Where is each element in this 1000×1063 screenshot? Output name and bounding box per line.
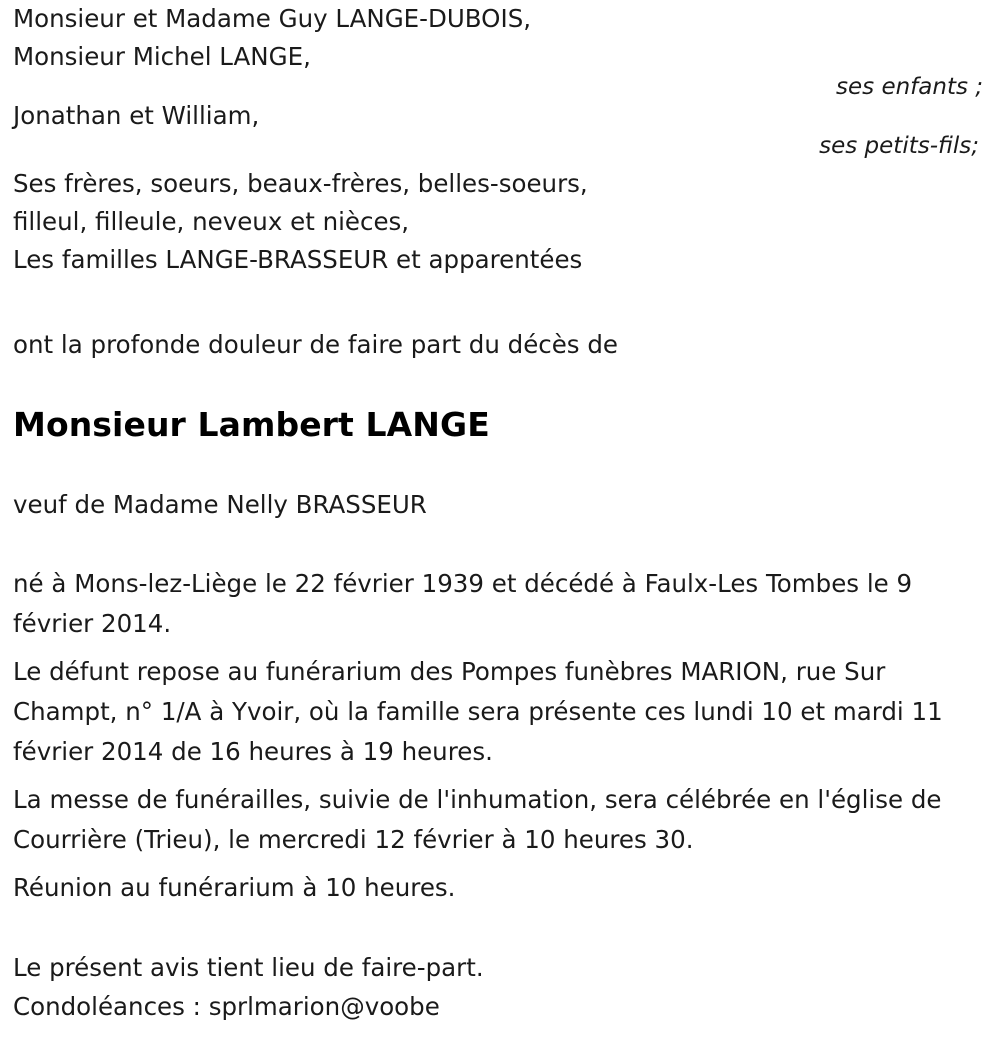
relatives-section — [13, 0, 988, 159]
spacer — [13, 446, 988, 486]
funerarium-paragraph: Le défunt repose au funérarium des Pompes funèbres MARION, rue Sur Champt, n° 1/A à Yvoir, où la famille sera présente ces lundi 10 et mardi 11 février 2014 de 16 heures à 19 heures. — [13, 657, 943, 766]
spouse-line: veuf de Madame Nelly BRASSEUR — [13, 490, 427, 519]
extended-family-line: Les familles LANGE-BRASSEUR et apparentées — [13, 245, 583, 274]
condolences-line: Condoléances : sprlmarion@voobe — [13, 992, 440, 1021]
notice-line: Le présent avis tient lieu de faire-part. — [13, 953, 484, 982]
role-label-grandchildren: ses petits-fils; — [819, 133, 979, 159]
spacer — [13, 279, 988, 326]
mass-paragraph: La messe de funérailles, suivie de l'inhumation, sera célébrée en l'église de Courrière (Trieu), le mercredi 12 février à 10 heures 30. — [13, 785, 942, 854]
children-names-group — [13, 0, 988, 76]
spacer — [13, 644, 988, 652]
announcement-intro: ont la profonde douleur de faire part du décès de — [13, 330, 618, 359]
extended-family-line: filleul, filleule, neveux et nièces, — [13, 207, 410, 236]
extended-family-group — [13, 165, 988, 279]
gathering-paragraph: Réunion au funérarium à 10 heures. — [13, 873, 456, 902]
deceased-name-heading: Monsieur Lambert LANGE — [13, 405, 490, 444]
relative-line: Jonathan et William, — [13, 101, 260, 130]
relative-line: Monsieur Michel LANGE, — [13, 42, 311, 71]
extended-family-line: Ses frères, soeurs, beaux-frères, belles-soeurs, — [13, 169, 588, 198]
spacer — [13, 908, 988, 948]
role-label-children: ses enfants ; — [836, 74, 983, 100]
spacer — [13, 364, 988, 404]
spacer — [13, 772, 988, 780]
spacer — [13, 524, 988, 564]
relative-line: Monsieur et Madame Guy LANGE-DUBOIS, — [13, 4, 532, 33]
spacer — [13, 860, 988, 868]
birth-death-paragraph: né à Mons-lez-Liège le 22 février 1939 et décédé à Faulx-Les Tombes le 9 février 2014. — [13, 569, 913, 638]
